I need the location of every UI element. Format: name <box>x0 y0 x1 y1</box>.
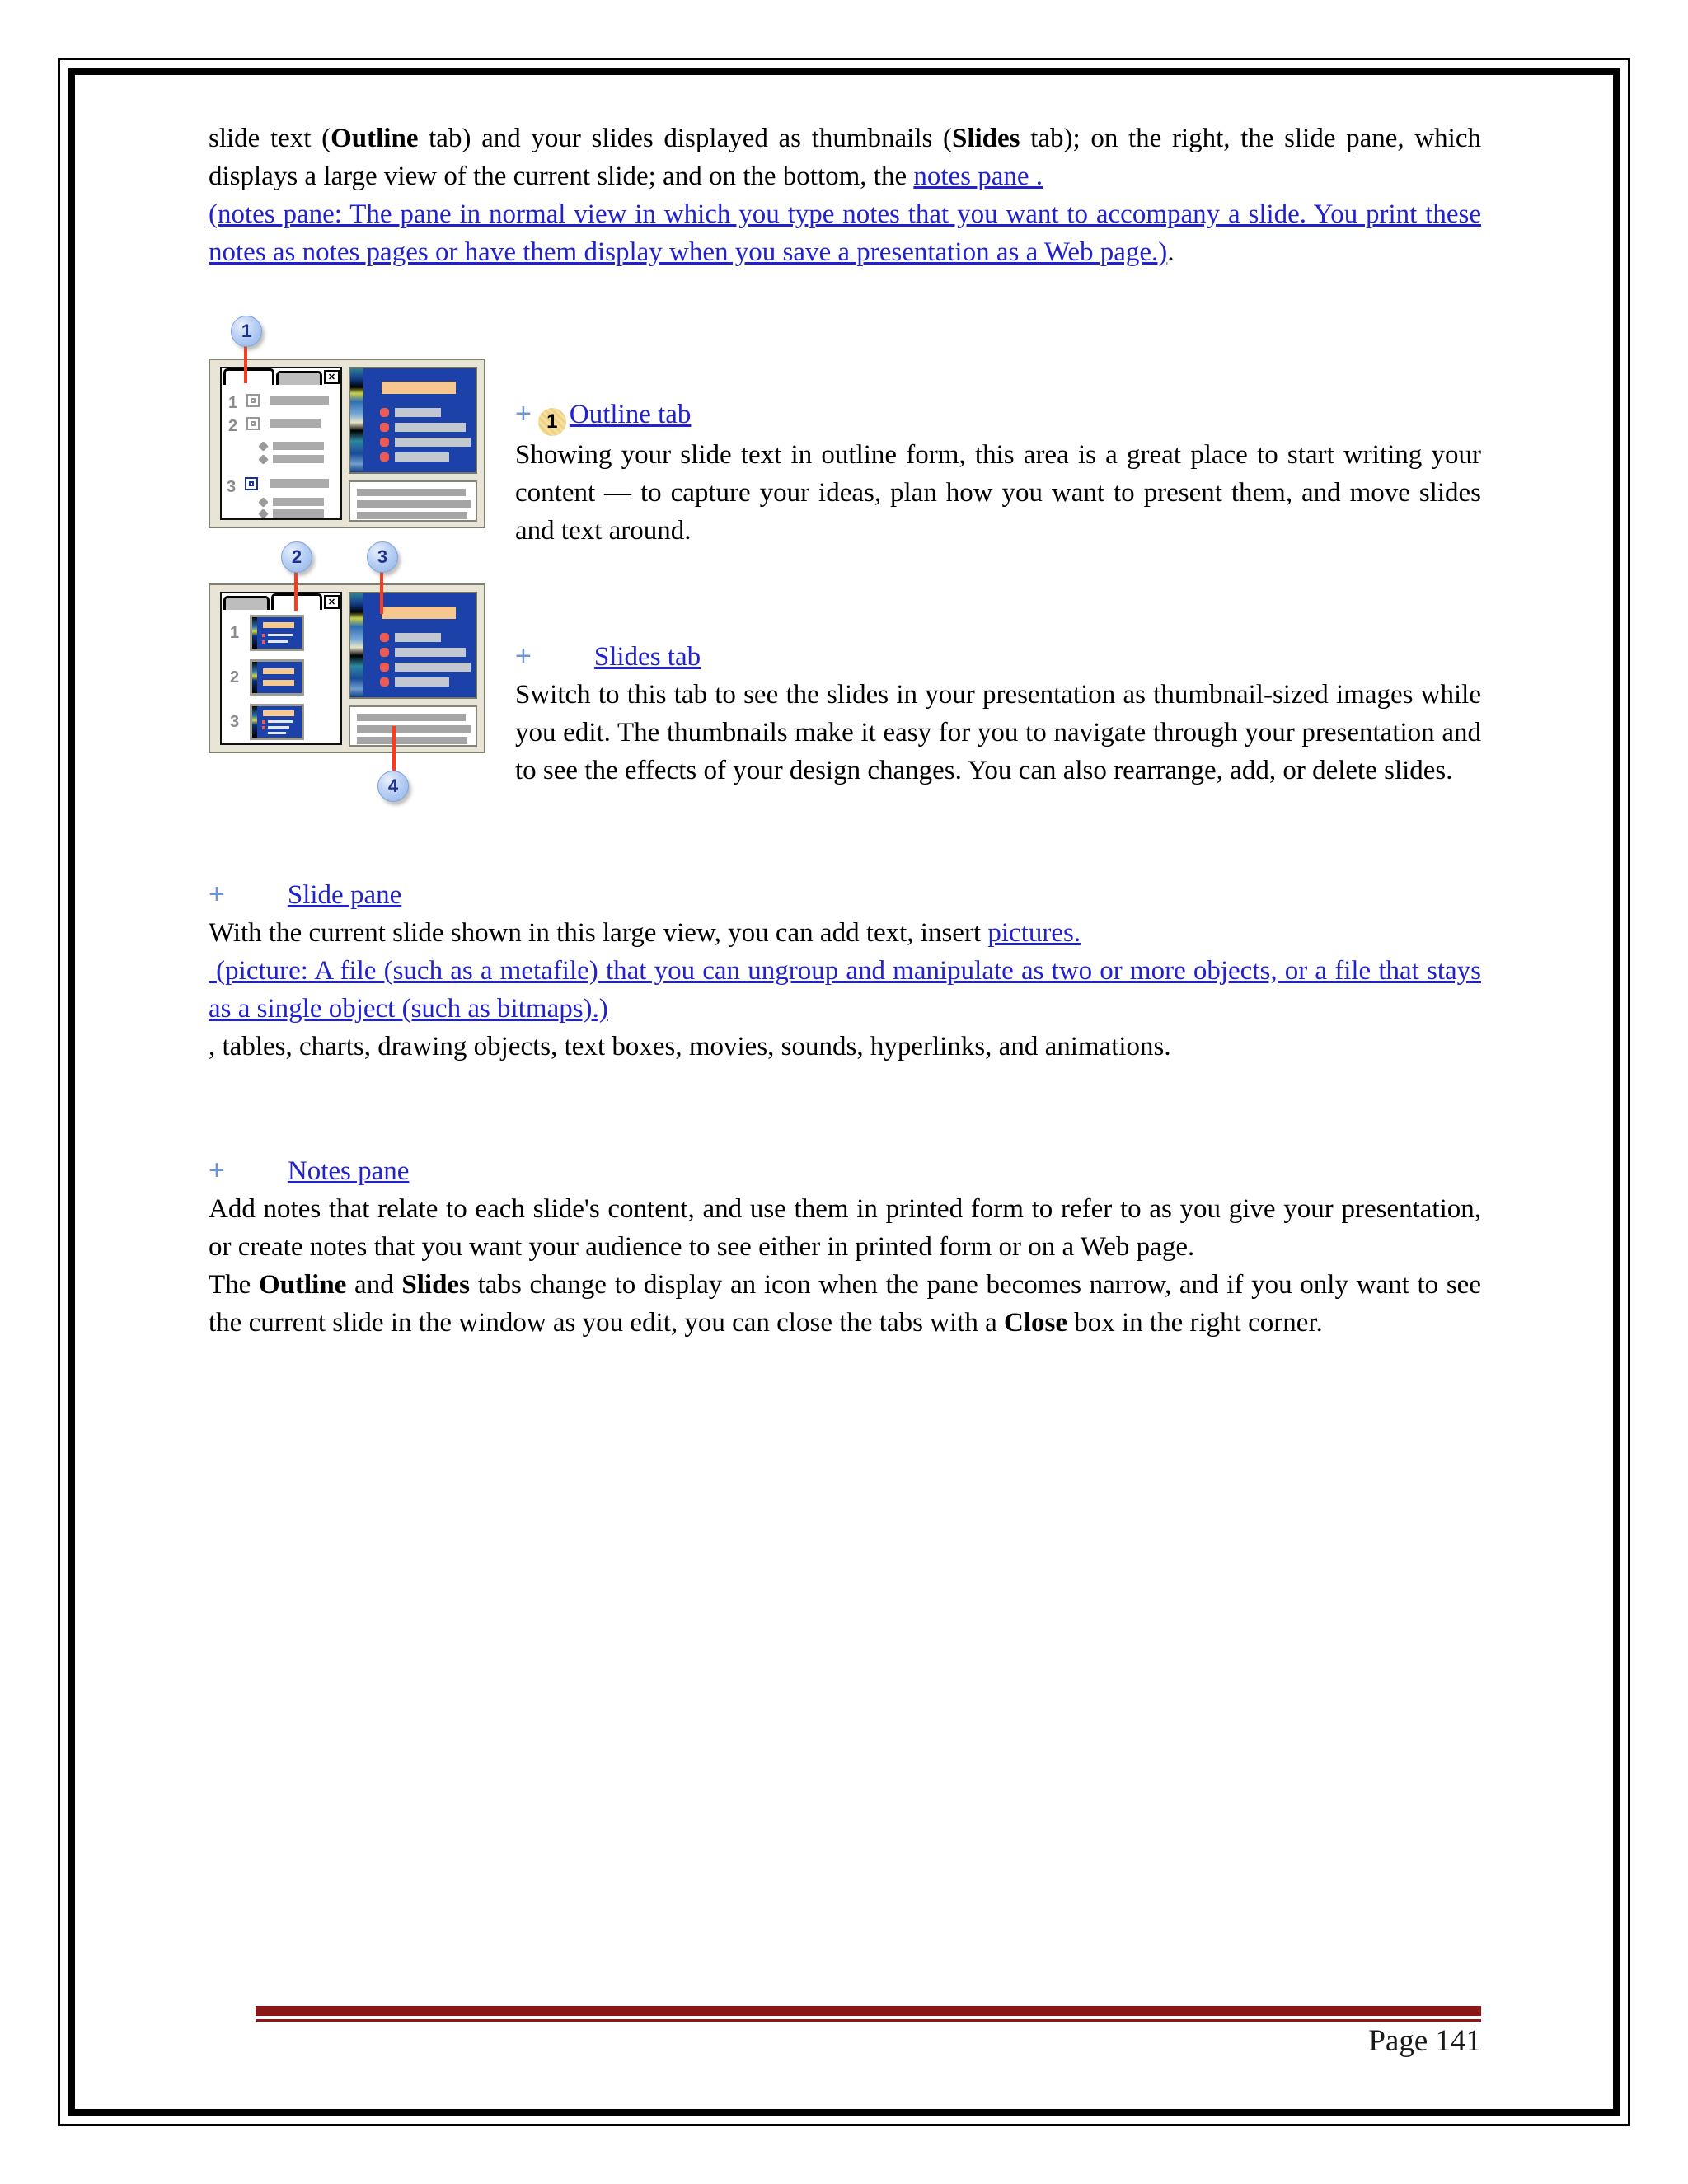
paragraph-slide-pane-description <box>209 914 1481 952</box>
fig1-bullet-icon <box>258 454 269 465</box>
text-segment: , tables, charts, drawing objects, text boxes, movies, sounds, hyperlinks, and animations. <box>209 1032 1171 1062</box>
fig1-notes-bar <box>357 500 471 508</box>
fig1-thumbnail-strip <box>350 368 363 472</box>
text-segment: Add notes that relate to each slide's content, and use them in printed form to refer to as you give your presentation, or create notes that you want your audience to see either in printed form or on a Web page. <box>209 1194 1481 1262</box>
fig1-body-bar <box>395 408 441 417</box>
callout-1-label: 1 <box>241 321 252 341</box>
fig2-outline-tab-inactive <box>223 596 270 610</box>
callout-3-label: 3 <box>377 546 388 567</box>
expand-plus-icon[interactable]: + <box>209 879 225 910</box>
fig1-bullet-icon <box>380 452 389 462</box>
fig2-notes-bar <box>357 714 466 721</box>
callout-4-line <box>392 726 396 772</box>
expand-plus-icon[interactable]: + <box>515 398 532 429</box>
fig2-bullet-icon <box>380 663 389 672</box>
fig2-body-bar <box>395 663 471 672</box>
callout-3-balloon <box>367 541 398 573</box>
fig2-thumbnail-3 <box>250 704 304 740</box>
fig1-bullet-icon <box>258 441 269 452</box>
text-segment: slide text ( <box>209 124 331 153</box>
fig2-thumb-title <box>263 680 294 686</box>
heading-notes-pane <box>209 1151 1481 1190</box>
fig2-bullet-icon <box>380 677 389 687</box>
text-link[interactable]: (picture: A file (such as a metafile) that you can ungroup and manipulate as two or more objects, or a file that stays as a single object (such as bitmaps).) <box>209 956 1481 1024</box>
fig1-bullet-icon <box>258 497 269 508</box>
fig1-title-placeholder <box>382 382 456 394</box>
text-link[interactable]: pictures. <box>987 918 1081 948</box>
heading-slide-pane <box>209 875 1481 914</box>
text-segment: Slides <box>951 124 1020 153</box>
fig1-bullet-icon <box>380 408 389 417</box>
paragraph-notes-pane-definition <box>209 195 1481 271</box>
fig2-body-bar <box>395 677 449 687</box>
fig1-text-bar <box>273 498 324 506</box>
fig2-thumb-bullet <box>262 640 265 644</box>
outline-tab-link[interactable]: Outline tab <box>569 400 692 429</box>
callout-4-balloon <box>377 771 409 802</box>
fig1-outline-pane <box>220 367 342 520</box>
fig1-notes-bar <box>357 512 467 519</box>
fig2-thumb-line <box>268 732 286 734</box>
slide-pane-link[interactable]: Slide pane <box>287 880 402 910</box>
fig2-thumbnail-2 <box>250 659 304 696</box>
fig2-title-placeholder <box>382 607 456 619</box>
fig2-thumb-number: 3 <box>230 713 240 731</box>
callout-2-label: 2 <box>291 546 302 567</box>
fig1-text-bar <box>273 455 324 463</box>
text-segment: Switch to this tab to see the slides in your presentation as thumbnail-sized images while you edit. The thumbnails make it easy for you to navigate through your presentation and to see the effects of your design changes. You can also rearrange, add, or delete slides. <box>515 680 1481 785</box>
fig1-slide-icon-2 <box>246 417 260 430</box>
fig2-slides-pane <box>220 592 342 745</box>
expand-plus-icon[interactable]: + <box>209 1155 225 1186</box>
fig2-thumb-line <box>268 634 293 636</box>
close-glyph: ✕ <box>327 372 336 382</box>
fig1-outline-number: 3 <box>227 478 237 496</box>
fig1-text-bar <box>273 509 324 518</box>
text-segment: tabs change to display an icon when the pane becomes narrow, and if you only want to see the current slide in the window as you edit, you can close the tabs with a <box>209 1270 1481 1338</box>
paragraph-picture-definition <box>209 952 1481 1028</box>
paragraph-close-tabs <box>209 1266 1481 1342</box>
text-segment: Close <box>1004 1308 1068 1338</box>
text-segment: Outline <box>259 1270 347 1300</box>
fig1-text-bar <box>270 396 329 405</box>
paragraph-intro <box>209 120 1481 195</box>
fig2-body-bar <box>395 633 441 642</box>
callout-2-balloon <box>281 541 312 573</box>
text-segment: and <box>346 1270 402 1300</box>
fig1-close-icon <box>324 370 340 384</box>
expand-plus-icon[interactable]: + <box>515 640 532 672</box>
footer-rule <box>256 2006 1481 2022</box>
fig2-thumb-line <box>268 726 289 729</box>
fig2-thumb-bullet <box>262 726 265 729</box>
fig2-slide-pane <box>349 592 477 699</box>
numbered-badge-1 <box>538 408 566 436</box>
close-glyph: ✕ <box>327 597 336 607</box>
fig1-bullet-icon <box>380 438 389 447</box>
paragraph-notes-description <box>209 1190 1481 1266</box>
fig1-body-bar <box>395 438 471 447</box>
fig1-slides-tab-inactive <box>276 371 322 385</box>
figure-1-image <box>209 359 485 528</box>
text-link[interactable]: notes pane . <box>913 162 1043 191</box>
fig2-close-icon <box>324 595 340 609</box>
figure-2-image <box>209 583 485 753</box>
fig2-thumb-strip <box>252 706 257 738</box>
callout-4-label: 4 <box>387 776 399 796</box>
fig2-thumb-bullet <box>262 720 265 724</box>
fig2-thumb-strip <box>252 662 257 693</box>
fig2-notes-bar <box>357 725 471 733</box>
text-segment: box in the right corner. <box>1067 1308 1323 1338</box>
badge-1-label: 1 <box>546 410 558 433</box>
text-segment: Outline <box>331 124 419 153</box>
fig2-thumb-strip <box>252 617 257 649</box>
figure-column <box>209 316 485 850</box>
fig2-bullet-icon <box>380 648 389 657</box>
fig1-slide-icon-1 <box>246 394 260 407</box>
fig2-notes-pane <box>349 705 477 747</box>
fig1-slide-pane <box>349 367 477 474</box>
text-segment: Slides <box>401 1270 470 1300</box>
fig2-thumb-line <box>268 640 288 643</box>
text-segment: . <box>1167 237 1175 267</box>
fig1-body-bar <box>395 452 449 462</box>
fig2-thumbnail-strip <box>350 593 363 697</box>
fig1-bullet-icon <box>380 423 389 432</box>
fig1-notes-pane <box>349 480 477 522</box>
fig2-thumb-bullet <box>262 634 265 637</box>
fig2-thumb-title <box>263 710 294 716</box>
fig1-outline-tab-active <box>223 368 274 385</box>
text-segment: Showing your slide text in outline form, this area is a great place to start writing your content — to capture your ideas, plan how you want to present them, and move slides and text around. <box>515 440 1481 546</box>
fig2-thumbnail-1 <box>250 615 304 651</box>
paragraph-insert-objects <box>209 1028 1481 1066</box>
fig1-outline-number: 2 <box>228 417 238 435</box>
text-segment: tab) and your slides displayed as thumbnails ( <box>418 124 952 153</box>
text-link[interactable]: (notes pane: The pane in normal view in which you type notes that you want to accompany a slide. You print these notes as notes pages or have them display when you save a presentation as a Web page.) <box>209 199 1481 267</box>
fig2-body-bar <box>395 648 466 657</box>
fig1-text-bar <box>270 479 329 488</box>
fig1-notes-bar <box>357 489 466 496</box>
fig1-body-bar <box>395 423 466 432</box>
text-segment: With the current slide shown in this large view, you can add text, insert <box>209 918 988 948</box>
fig1-text-bar <box>273 442 324 450</box>
slides-tab-link[interactable]: Slides tab <box>593 642 701 672</box>
fig2-thumb-title <box>263 622 294 628</box>
fig2-thumb-line <box>268 720 293 723</box>
fig1-bullet-icon <box>258 509 269 519</box>
callout-1-balloon <box>231 316 262 347</box>
fig1-slide-icon-3-selected <box>245 477 258 490</box>
text-segment: The <box>209 1270 259 1300</box>
fig1-outline-number: 1 <box>228 394 238 412</box>
fig2-thumb-title <box>263 668 294 674</box>
fig1-text-bar <box>270 419 321 428</box>
text-segment: tab); on the right, the slide pane, which displays a large view of the current slide; and on the bottom, the <box>209 124 1481 191</box>
notes-pane-link[interactable]: Notes pane <box>287 1156 410 1186</box>
fig2-thumb-number: 2 <box>230 668 240 687</box>
fig2-notes-bar <box>357 737 467 744</box>
page-number: Page 141 <box>1368 2024 1481 2058</box>
fig2-bullet-icon <box>380 633 389 642</box>
page-content <box>209 120 1481 1342</box>
fig2-thumb-number: 1 <box>230 624 240 642</box>
